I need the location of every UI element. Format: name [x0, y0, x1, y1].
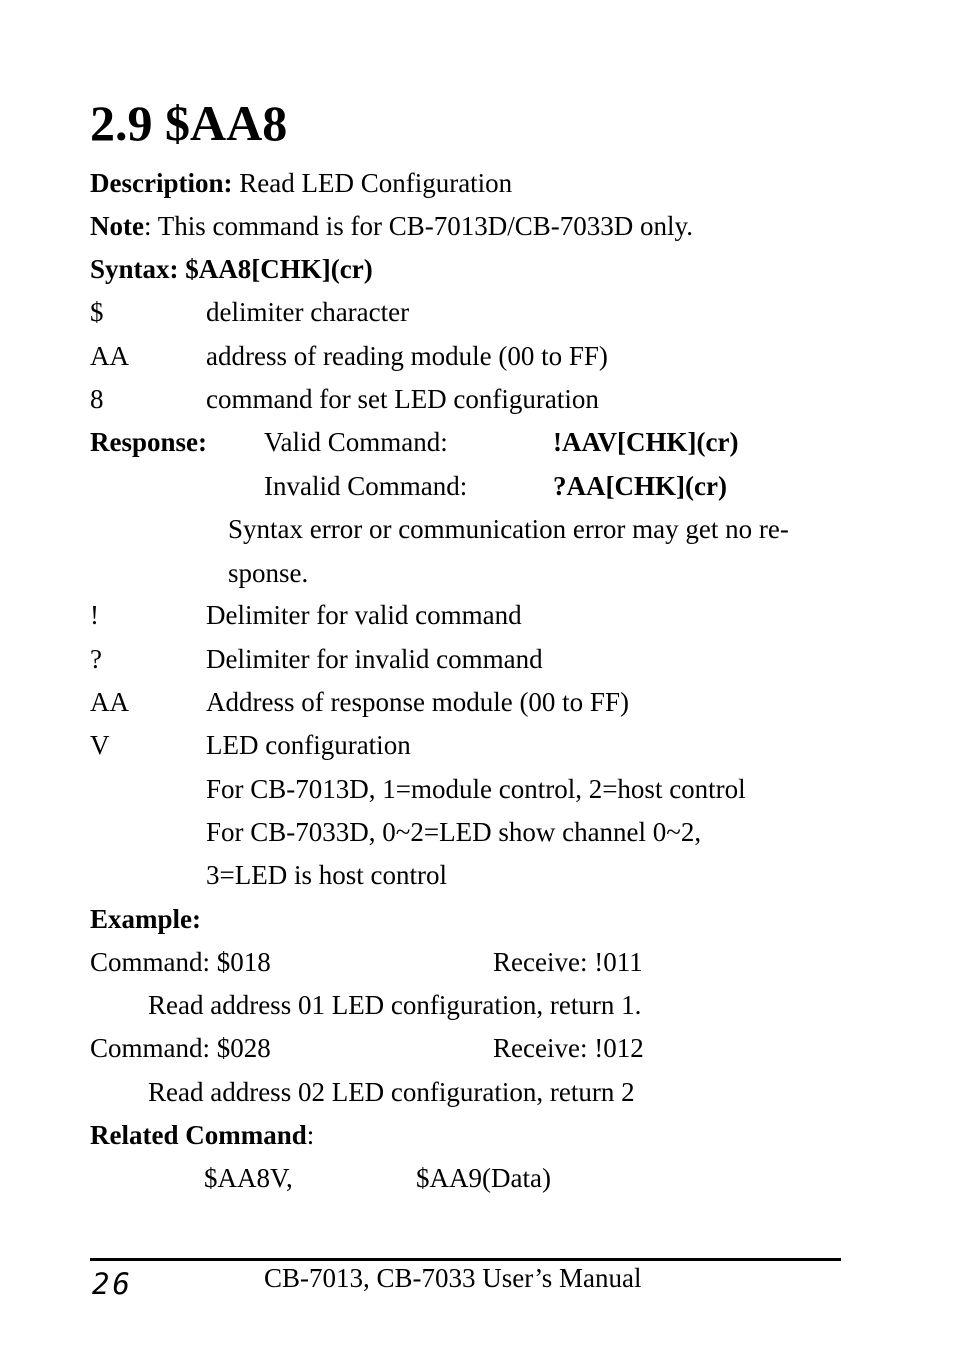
example-explain: Read address 01 LED configuration, return 1. — [148, 990, 642, 1020]
response-label: Response: — [90, 427, 208, 457]
response-invalid-value: ?AA[CHK](cr) — [553, 471, 727, 501]
param-desc: command for set LED configuration — [206, 384, 599, 414]
footer-manual-title: CB-7013, CB-7033 User’s Manual — [264, 1263, 642, 1293]
description-line — [90, 167, 512, 199]
related-command-suffix: : — [306, 1120, 315, 1150]
v-detail-line: For CB-7013D, 1=module control, 2=host control — [206, 774, 746, 804]
v-detail-line: 3=LED is host control — [206, 860, 447, 890]
response-param-term: ! — [90, 600, 99, 630]
example-explain: Read address 02 LED configuration, return 2 — [148, 1077, 635, 1107]
note-label: Note — [90, 211, 144, 241]
note-text: : This command is for CB-7013D/CB-7033D only. — [143, 211, 693, 241]
note-line — [90, 210, 693, 242]
param-term: $ — [90, 297, 104, 327]
related-command-label: Related Command — [90, 1120, 307, 1150]
response-valid-label: Valid Command: — [264, 427, 448, 457]
response-param-term: ? — [90, 644, 102, 674]
example-label: Example: — [90, 904, 201, 934]
response-param-term: AA — [90, 687, 129, 717]
response-note-line1: Syntax error or communication error may get no re- — [228, 514, 789, 544]
related-command-item: $AA9(Data) — [416, 1163, 551, 1193]
param-desc: delimiter character — [206, 297, 410, 327]
section-title: 2.9 $AA8 — [90, 95, 288, 151]
param-term: AA — [90, 341, 129, 371]
param-term: 8 — [90, 384, 104, 414]
footer-rule — [90, 1258, 841, 1261]
related-command-item: $AA8V, — [204, 1163, 293, 1193]
syntax-line — [90, 253, 373, 285]
related-command-line — [90, 1119, 314, 1151]
example-receive: Receive: !012 — [493, 1033, 644, 1063]
response-valid-value: !AAV[CHK](cr) — [553, 427, 739, 457]
description-text: Read LED Configuration — [232, 168, 513, 198]
example-receive: Receive: !011 — [493, 947, 643, 977]
response-param-desc: Address of response module (00 to FF) — [206, 687, 629, 717]
response-param-desc: Delimiter for invalid command — [206, 644, 543, 674]
response-invalid-label: Invalid Command: — [264, 471, 468, 501]
syntax-label: Syntax: — [90, 254, 179, 284]
syntax-text: $AA8[CHK](cr) — [178, 254, 373, 284]
response-param-term: V — [90, 730, 110, 760]
page-number: 26 — [92, 1267, 133, 1301]
param-desc: address of reading module (00 to FF) — [206, 341, 608, 371]
description-label: Description: — [90, 168, 233, 198]
example-command: Command: $018 — [90, 947, 271, 977]
response-param-desc: LED configuration — [206, 730, 411, 760]
response-note-line2: sponse. — [228, 558, 309, 588]
response-param-desc: Delimiter for valid command — [206, 600, 522, 630]
v-detail-line: For CB-7033D, 0~2=LED show channel 0~2, — [206, 817, 702, 847]
example-command: Command: $028 — [90, 1033, 271, 1063]
